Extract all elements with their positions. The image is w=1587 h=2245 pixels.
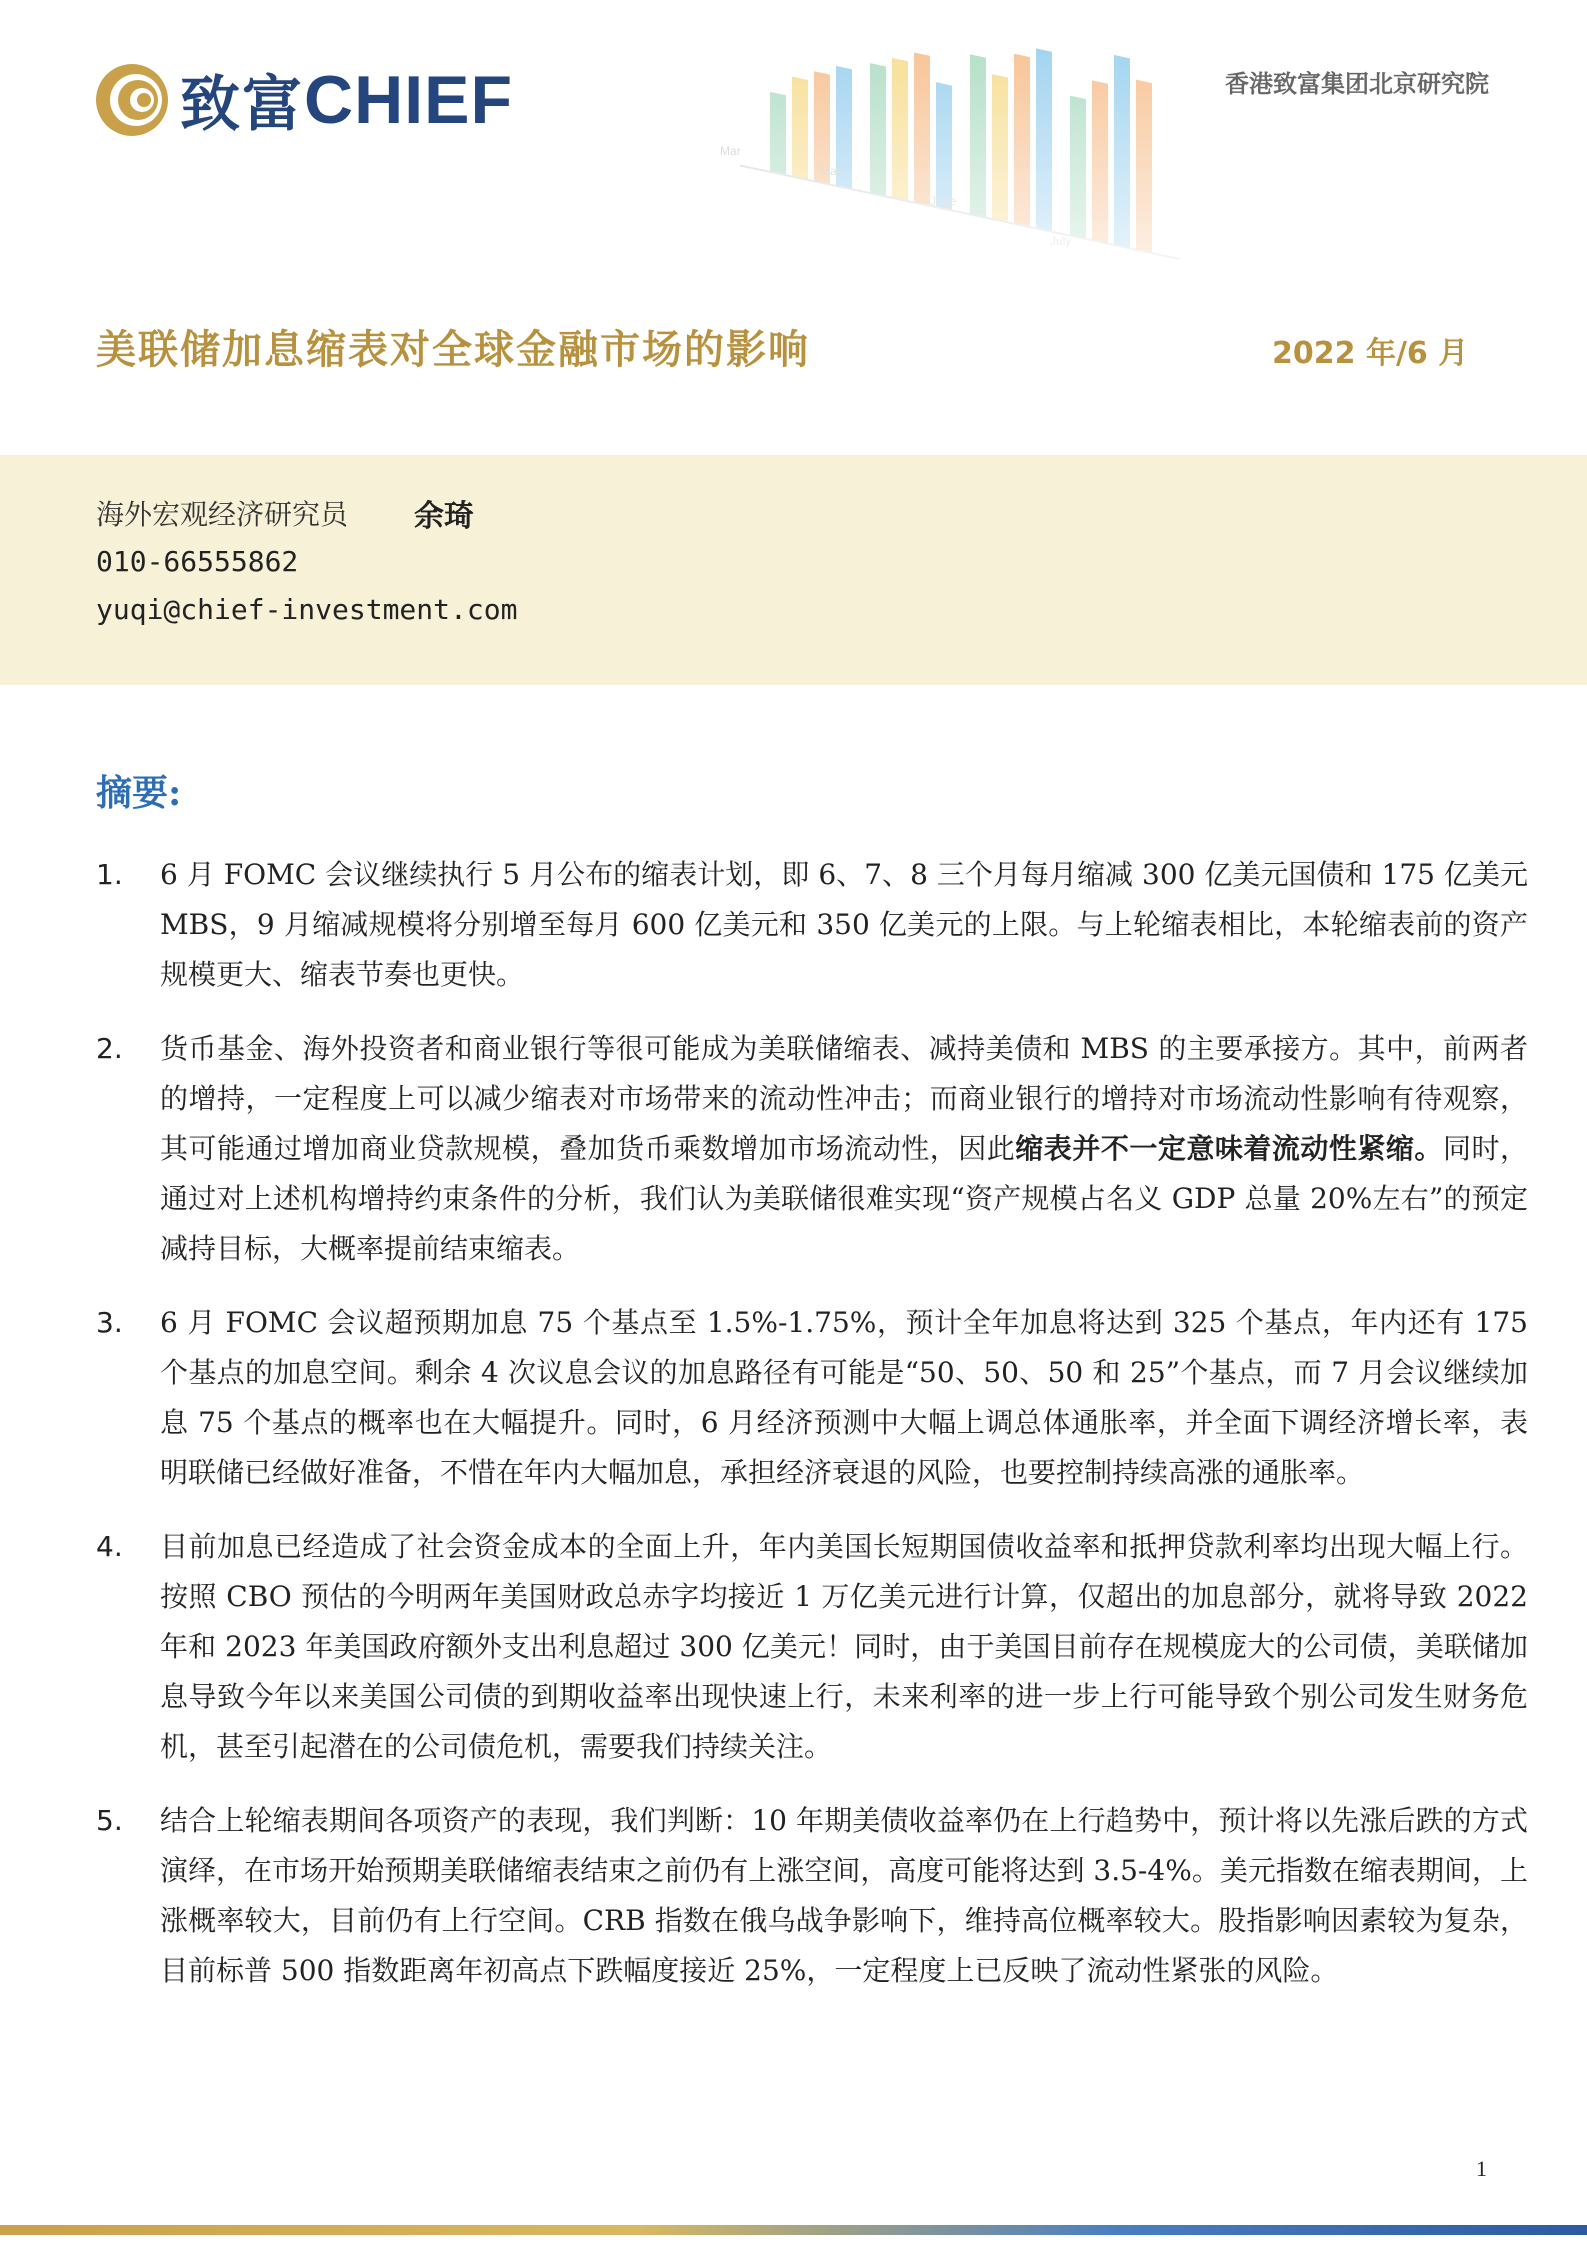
abstract-item (96, 1298, 1528, 1498)
item-text: 目前加息已经造成了社会资金成本的全面上升，年内美国长短期国债收益率和抵押贷款利率均出现大幅上行。按照 CBO 预估的今明两年美国财政总赤字均接近 1 万亿美元进行计算，仅超出的加息部分，就将导致 2022 年和 2023 年美国政府额外支出利息超过 300 亿美元！同时，由于美国目前存在规模庞大的公司债，美联储加息导致今年以来美国公司债的到期收益率出现快速上行，未来利率的进一步上行可能导致个别公司发生财务危机，甚至引起潜在的公司债危机，需要我们持续关注。 (160, 1530, 1528, 1763)
author-email: yuqi@chief-investment.com (96, 593, 518, 626)
decorative-bar-chart (620, 0, 1260, 300)
abstract-item (96, 850, 1528, 1000)
item-text: 货币基金、海外投资者和商业银行等很可能成为美联储缩表、减持美债和 MBS 的主要承接方。其中，前两者的增持，一定程度上可以减少缩表对市场带来的流动性冲击；而商业银行的增持对市场流动性影响有待观察，其可能通过增加商业贷款规模，叠加货币乘数增加市场流动性，因此缩表并不一定意味着流动性紧缩。同时，通过对上述机构增持约束条件的分析，我们认为美联储很难实现“资产规模占名义 GDP 总量 20%左右”的预定减持目标，大概率提前结束缩表。 (160, 1032, 1528, 1265)
logo-english-text: CHIEF (304, 62, 513, 138)
item-number: 5. (96, 1804, 123, 1837)
report-title: 美联储加息缩表对全球金融市场的影响 (96, 326, 810, 373)
report-date: 2022 年/6 月 (1272, 336, 1469, 371)
logo-chinese-text: 致富 (180, 70, 304, 140)
item-emphasis: 缩表并不一定意味着流动性紧缩。 (1015, 1132, 1443, 1165)
company-logo (92, 60, 513, 140)
institute-name: 香港致富集团北京研究院 (1225, 70, 1489, 98)
abstract-heading: 摘要: (96, 772, 182, 814)
item-number: 1. (96, 858, 123, 891)
item-text: 6 月 FOMC 会议继续执行 5 月公布的缩表计划，即 6、7、8 三个月每月缩减 300 亿美元国债和 175 亿美元 MBS，9 月缩减规模将分别增至每月 600 亿美元和 350 亿美元的上限。与上轮缩表相比，本轮缩表前的资产规模更大、缩表节奏也更快。 (160, 858, 1528, 991)
abstract-list (96, 850, 1528, 2020)
item-text: 结合上轮缩表期间各项资产的表现，我们判断：10 年期美债收益率仍在上行趋势中，预计将以先涨后跌的方式演绎，在市场开始预期美联储缩表结束之前仍有上涨空间，高度可能将达到 3.5-4%。美元指数在缩表期间，上涨概率较大，目前仍有上行空间。CRB 指数在俄乌战争影响下，维持高位概率较大。股指影响因素较为复杂，目前标普 500 指数距离年初高点下跌幅度接近 25%，一定程度上已反映了流动性紧张的风险。 (160, 1804, 1528, 1987)
item-number: 4. (96, 1530, 123, 1563)
abstract-item (96, 1522, 1528, 1772)
author-name: 余琦 (414, 499, 474, 534)
footer-bar (0, 2225, 1587, 2235)
item-number: 3. (96, 1306, 123, 1339)
item-text: 6 月 FOMC 会议超预期加息 75 个基点至 1.5%-1.75%，预计全年加息将达到 325 个基点，年内还有 175 个基点的加息空间。剩余 4 次议息会议的加息路径有可能是“50、50、50 和 25”个基点，而 7 月会议继续加息 75 个基点的概率也在大幅提升。同时，6 月经济预测中大幅上调总体通胀率，并全面下调经济增长率，表明联储已经做好准备，不惜在年内大幅加息，承担经济衰退的风险，也要控制持续高涨的通胀率。 (160, 1306, 1528, 1489)
item-number: 2. (96, 1032, 123, 1065)
chief-logo-icon (92, 60, 172, 140)
author-role: 海外宏观经济研究员 (96, 498, 349, 531)
page-number: 1 (1476, 2156, 1487, 2181)
abstract-item (96, 1796, 1528, 1996)
abstract-item (96, 1024, 1528, 1274)
author-phone: 010-66555862 (96, 545, 299, 578)
